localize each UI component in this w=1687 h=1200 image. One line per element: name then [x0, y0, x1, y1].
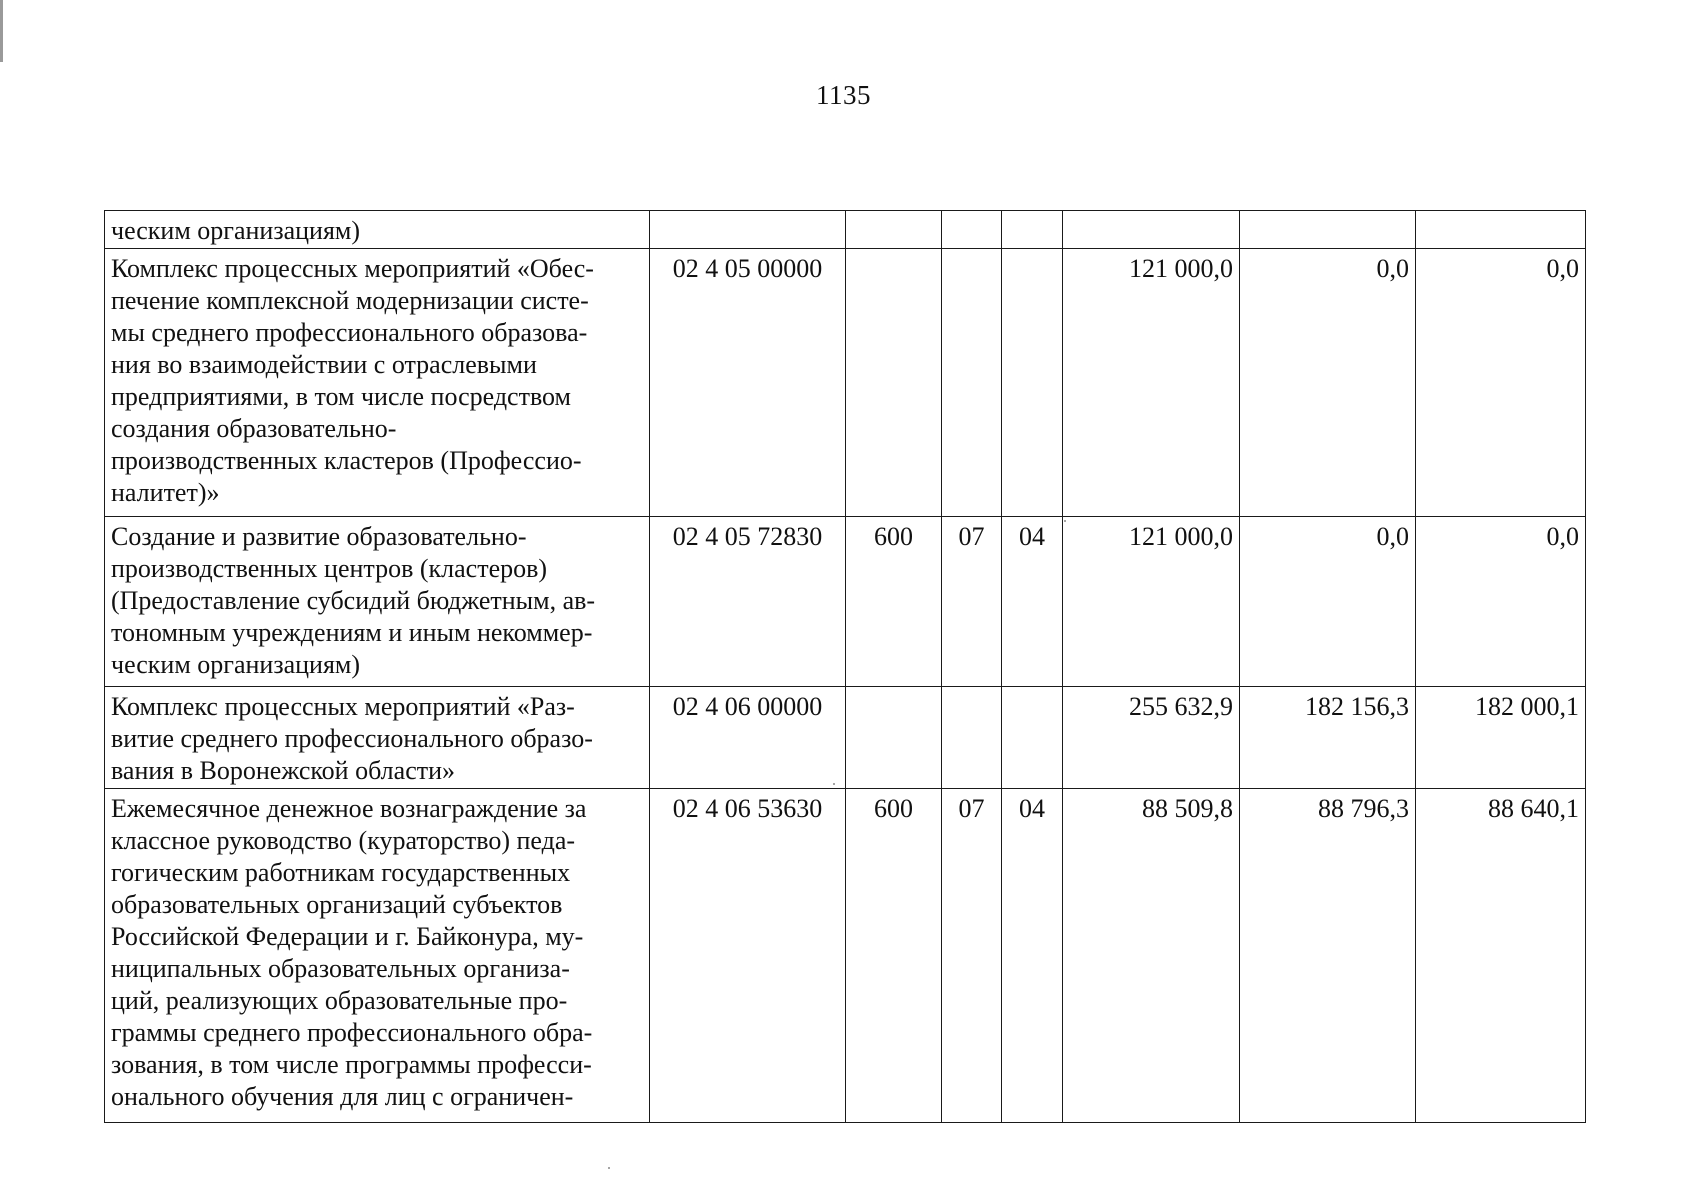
description-line: производственных центров (кластеров) [111, 554, 548, 583]
description-line: Ежемесячное денежное вознаграждение за [111, 794, 587, 823]
amount-year-2: 88 796,3 [1240, 789, 1416, 1123]
page-number: 1135 [816, 80, 871, 110]
amount-year-1: 121 000,0 [1063, 249, 1240, 517]
amount-year-3 [1416, 211, 1586, 249]
target-article-code: 02 4 06 00000 [650, 687, 846, 789]
description-line: мы среднего профессионального образова- [111, 318, 588, 347]
description-line: создания образовательно- [111, 414, 397, 443]
description-line: ниципальных образовательных организа- [111, 954, 570, 983]
expense-type-code: 600 [846, 789, 942, 1123]
description-line: классное руководство (кураторство) педа- [111, 826, 576, 855]
description-line: предприятиями, в том числе посредством [111, 382, 572, 411]
scan-speck [1064, 520, 1066, 522]
description-line: печение комплексной модернизации систе- [111, 286, 589, 315]
amount-year-2: 182 156,3 [1240, 687, 1416, 789]
table-row [105, 249, 1586, 517]
amount-year-3: 88 640,1 [1416, 789, 1586, 1123]
description-line: граммы среднего профессионального обра- [111, 1018, 593, 1047]
target-article-code: 02 4 06 53630 [650, 789, 846, 1123]
description-line: Комплекс процессных мероприятий «Раз- [111, 692, 575, 721]
description-line: Комплекс процессных мероприятий «Обес- [111, 254, 594, 283]
description-line: гогическим работникам государственных [111, 858, 571, 887]
amount-year-1: 121 000,0 [1063, 517, 1240, 687]
expense-type-code [846, 687, 942, 789]
target-article-code: 02 4 05 00000 [650, 249, 846, 517]
subsection-code [1002, 211, 1063, 249]
amount-year-1: 88 509,8 [1063, 789, 1240, 1123]
table-row [105, 789, 1586, 1123]
scan-edge-mark [0, 0, 3, 62]
row-description [105, 517, 650, 687]
description-line: образовательных организаций субъектов [111, 890, 563, 919]
row-description [105, 789, 650, 1123]
section-code [942, 211, 1002, 249]
expense-type-code [846, 249, 942, 517]
subsection-code [1002, 687, 1063, 789]
description-line: Российской Федерации и г. Байконура, му- [111, 922, 584, 951]
description-line: налитет)» [111, 478, 220, 507]
section-code: 07 [942, 789, 1002, 1123]
description-line: ческим организациям) [111, 650, 361, 679]
description-line: ния во взаимодействии с отраслевыми [111, 350, 537, 379]
description-line: онального обучения для лиц с ограничен- [111, 1082, 574, 1111]
amount-year-2 [1240, 211, 1416, 249]
amount-year-2: 0,0 [1240, 517, 1416, 687]
table-row [105, 211, 1586, 249]
table-row [105, 687, 1586, 789]
amount-year-3: 0,0 [1416, 517, 1586, 687]
description-line: ций, реализующих образовательные про- [111, 986, 568, 1015]
row-description [105, 687, 650, 789]
subsection-code: 04 [1002, 789, 1063, 1123]
description-line: витие среднего профессионального образо- [111, 724, 593, 753]
description-line: зования, в том числе программы професси- [111, 1050, 592, 1079]
table-row [105, 517, 1586, 687]
description-line: тономным учреждениям и иным некоммер- [111, 618, 593, 647]
description-line: производственных кластеров (Профессио- [111, 446, 582, 475]
target-article-code [650, 211, 846, 249]
section-code: 07 [942, 517, 1002, 687]
target-article-code: 02 4 05 72830 [650, 517, 846, 687]
row-description [105, 249, 650, 517]
amount-year-1: 255 632,9 [1063, 687, 1240, 789]
amount-year-3: 182 000,1 [1416, 687, 1586, 789]
scan-speck [833, 783, 835, 785]
amount-year-2: 0,0 [1240, 249, 1416, 517]
amount-year-3: 0,0 [1416, 249, 1586, 517]
scan-speck [608, 1167, 610, 1169]
expense-type-code: 600 [846, 517, 942, 687]
amount-year-1 [1063, 211, 1240, 249]
section-code [942, 249, 1002, 517]
description-line: Создание и развитие образовательно- [111, 522, 527, 551]
subsection-code: 04 [1002, 517, 1063, 687]
description-line: (Предоставление субсидий бюджетным, ав- [111, 586, 596, 615]
description-line: ческим организациям) [111, 216, 361, 245]
budget-table [104, 210, 1586, 1123]
section-code [942, 687, 1002, 789]
description-line: вания в Воронежской области» [111, 756, 456, 785]
subsection-code [1002, 249, 1063, 517]
expense-type-code [846, 211, 942, 249]
row-description [105, 211, 650, 249]
